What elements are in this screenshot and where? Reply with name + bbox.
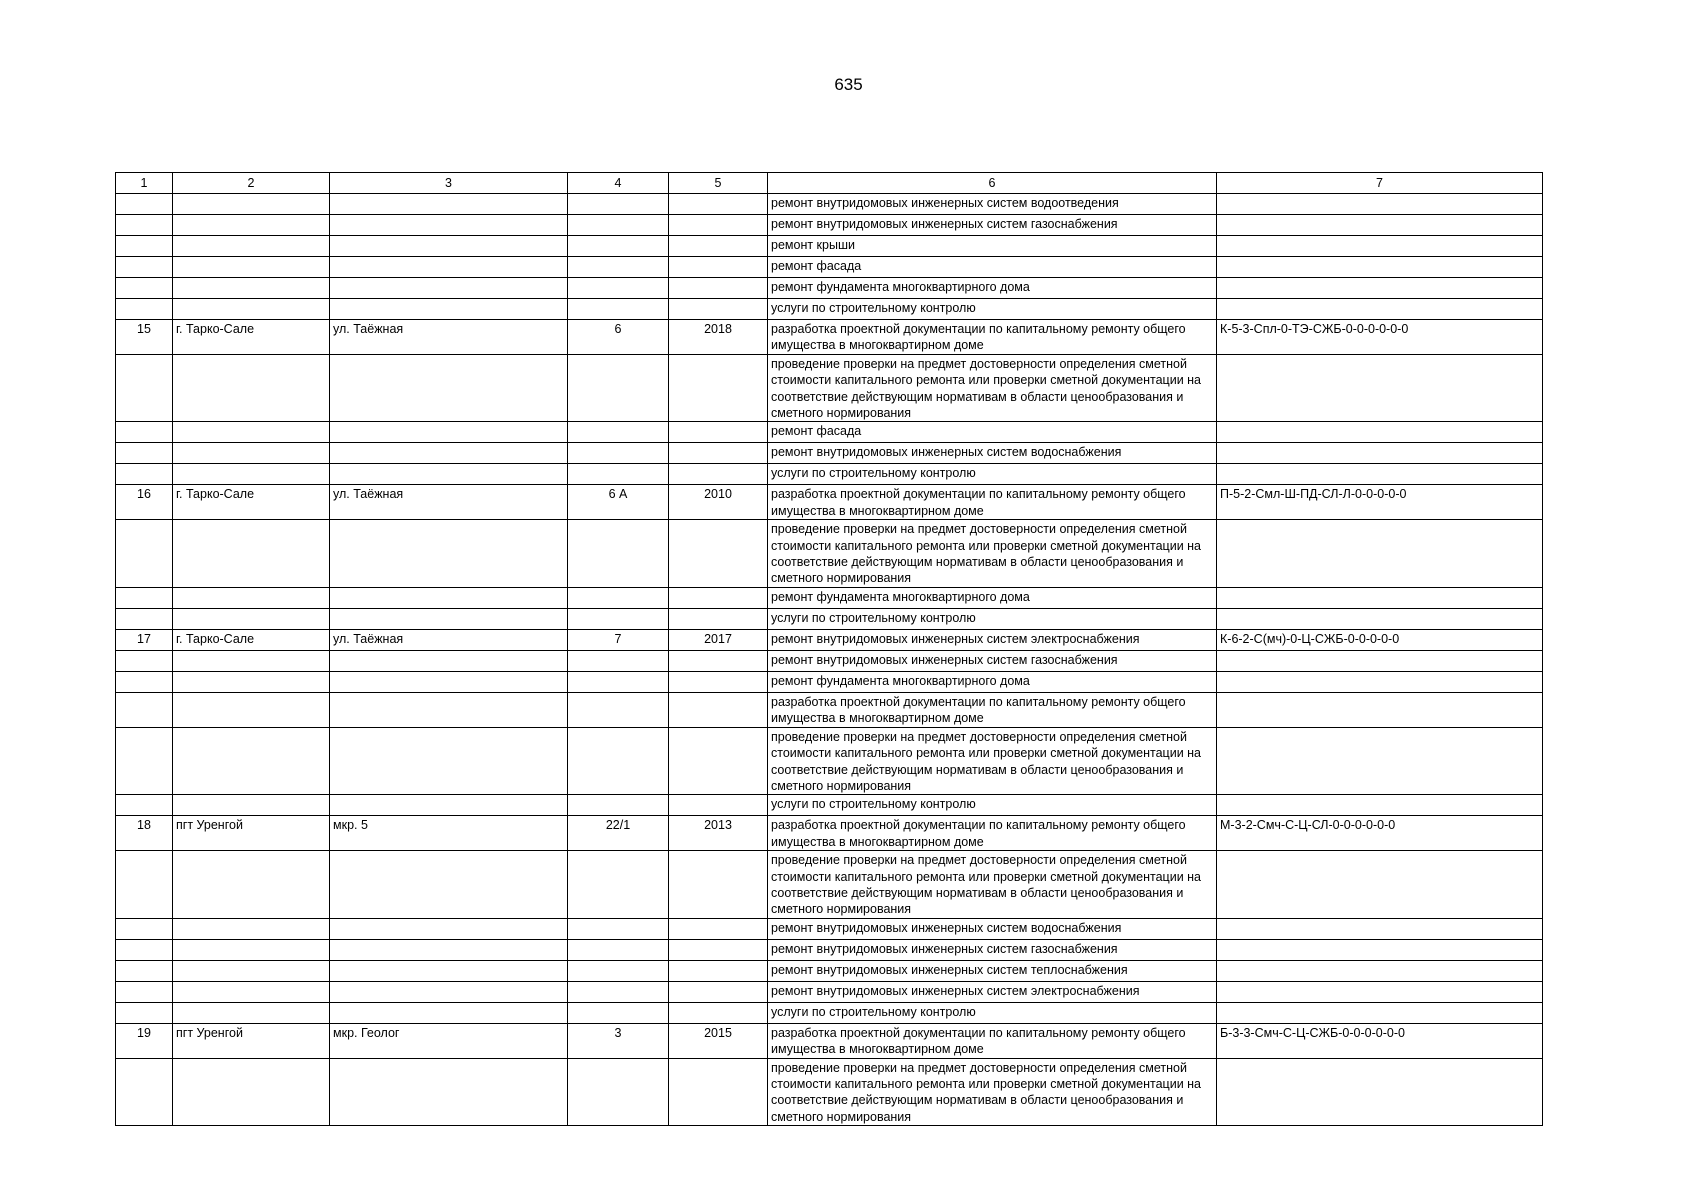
cell-settlement: пгт Уренгой <box>173 816 330 851</box>
cell-street <box>330 918 568 939</box>
table-row <box>116 650 1543 671</box>
cell-year <box>669 236 768 257</box>
cell-year <box>669 650 768 671</box>
cell-year: 2013 <box>669 816 768 851</box>
cell-settlement <box>173 215 330 236</box>
cell-settlement <box>173 692 330 727</box>
cell-settlement <box>173 650 330 671</box>
cell-year <box>669 520 768 588</box>
header-col-1: 1 <box>116 173 173 194</box>
cell-settlement <box>173 1058 330 1126</box>
cell-work-type: проведение проверки на предмет достоверности определения сметной стоимости капитального ремонта или проверки сметной документации на соответствие действующим нормативам в области ценообразования и сметного нормирования <box>768 727 1217 795</box>
cell-house-code <box>1217 299 1543 320</box>
cell-settlement <box>173 443 330 464</box>
cell-house-number <box>568 1002 669 1023</box>
table-row <box>116 692 1543 727</box>
cell-street: ул. Таёжная <box>330 320 568 355</box>
cell-house-number <box>568 918 669 939</box>
cell-row-number: 17 <box>116 629 173 650</box>
cell-row-number <box>116 650 173 671</box>
cell-settlement <box>173 960 330 981</box>
cell-year <box>669 422 768 443</box>
cell-year <box>669 587 768 608</box>
cell-work-type: ремонт фундамента многоквартирного дома <box>768 587 1217 608</box>
cell-house-code <box>1217 795 1543 816</box>
cell-year <box>669 851 768 919</box>
cell-street <box>330 608 568 629</box>
cell-work-type: проведение проверки на предмет достоверности определения сметной стоимости капитального ремонта или проверки сметной документации на соответствие действующим нормативам в области ценообразования и сметного нормирования <box>768 851 1217 919</box>
header-col-4: 4 <box>568 173 669 194</box>
cell-work-type: разработка проектной документации по капитальному ремонту общего имущества в многоквартирном доме <box>768 692 1217 727</box>
cell-row-number: 18 <box>116 816 173 851</box>
cell-work-type: ремонт внутридомовых инженерных систем водоснабжения <box>768 918 1217 939</box>
cell-row-number <box>116 587 173 608</box>
cell-work-type: ремонт внутридомовых инженерных систем электроснабжения <box>768 629 1217 650</box>
cell-row-number <box>116 1058 173 1126</box>
cell-settlement: г. Тарко-Сале <box>173 320 330 355</box>
cell-street <box>330 650 568 671</box>
cell-row-number: 16 <box>116 485 173 520</box>
cell-work-type: ремонт фундамента многоквартирного дома <box>768 671 1217 692</box>
cell-row-number <box>116 671 173 692</box>
cell-street <box>330 851 568 919</box>
cell-house-code <box>1217 1058 1543 1126</box>
cell-house-code <box>1217 354 1543 422</box>
cell-year <box>669 727 768 795</box>
cell-street: мкр. Геолог <box>330 1023 568 1058</box>
cell-house-code <box>1217 851 1543 919</box>
cell-house-code <box>1217 608 1543 629</box>
cell-settlement <box>173 1002 330 1023</box>
cell-row-number <box>116 939 173 960</box>
header-col-2: 2 <box>173 173 330 194</box>
cell-house-number <box>568 608 669 629</box>
table-row <box>116 851 1543 919</box>
cell-street <box>330 464 568 485</box>
cell-settlement: пгт Уренгой <box>173 1023 330 1058</box>
cell-row-number <box>116 257 173 278</box>
cell-house-code <box>1217 464 1543 485</box>
cell-row-number: 19 <box>116 1023 173 1058</box>
cell-year <box>669 354 768 422</box>
cell-street <box>330 1058 568 1126</box>
cell-house-number <box>568 1058 669 1126</box>
cell-house-code <box>1217 278 1543 299</box>
cell-row-number <box>116 194 173 215</box>
cell-house-number <box>568 939 669 960</box>
cell-street <box>330 257 568 278</box>
header-col-6: 6 <box>768 173 1217 194</box>
cell-settlement: г. Тарко-Сале <box>173 485 330 520</box>
table-row <box>116 960 1543 981</box>
cell-house-number: 22/1 <box>568 816 669 851</box>
cell-year: 2015 <box>669 1023 768 1058</box>
cell-house-number <box>568 354 669 422</box>
cell-work-type: услуги по строительному контролю <box>768 608 1217 629</box>
cell-settlement: г. Тарко-Сале <box>173 629 330 650</box>
cell-row-number <box>116 851 173 919</box>
cell-year: 2010 <box>669 485 768 520</box>
cell-house-code <box>1217 692 1543 727</box>
cell-row-number <box>116 236 173 257</box>
cell-work-type: ремонт внутридомовых инженерных систем водоотведения <box>768 194 1217 215</box>
cell-street <box>330 215 568 236</box>
cell-year <box>669 299 768 320</box>
cell-house-code <box>1217 587 1543 608</box>
cell-row-number <box>116 422 173 443</box>
cell-work-type: ремонт внутридомовых инженерных систем газоснабжения <box>768 939 1217 960</box>
cell-year <box>669 464 768 485</box>
cell-street <box>330 443 568 464</box>
cell-street: мкр. 5 <box>330 816 568 851</box>
table-body <box>116 194 1543 1126</box>
cell-house-code <box>1217 443 1543 464</box>
cell-settlement <box>173 608 330 629</box>
cell-street <box>330 692 568 727</box>
cell-house-code <box>1217 650 1543 671</box>
cell-work-type: ремонт внутридомовых инженерных систем теплоснабжения <box>768 960 1217 981</box>
cell-house-number <box>568 236 669 257</box>
cell-house-code <box>1217 1002 1543 1023</box>
cell-settlement <box>173 422 330 443</box>
cell-year <box>669 692 768 727</box>
cell-settlement <box>173 939 330 960</box>
cell-work-type: ремонт внутридомовых инженерных систем водоснабжения <box>768 443 1217 464</box>
cell-work-type: ремонт фундамента многоквартирного дома <box>768 278 1217 299</box>
cell-row-number <box>116 918 173 939</box>
cell-row-number <box>116 795 173 816</box>
cell-house-code <box>1217 257 1543 278</box>
cell-street <box>330 981 568 1002</box>
cell-house-code <box>1217 520 1543 588</box>
cell-street <box>330 422 568 443</box>
cell-work-type: услуги по строительному контролю <box>768 1002 1217 1023</box>
cell-house-number <box>568 422 669 443</box>
cell-settlement <box>173 795 330 816</box>
cell-work-type: ремонт фасада <box>768 257 1217 278</box>
cell-work-type: проведение проверки на предмет достоверности определения сметной стоимости капитального ремонта или проверки сметной документации на соответствие действующим нормативам в области ценообразования и сметного нормирования <box>768 1058 1217 1126</box>
cell-settlement <box>173 587 330 608</box>
cell-settlement <box>173 727 330 795</box>
table-row <box>116 587 1543 608</box>
cell-year <box>669 278 768 299</box>
cell-street <box>330 354 568 422</box>
cell-year <box>669 257 768 278</box>
cell-work-type: ремонт внутридомовых инженерных систем электроснабжения <box>768 981 1217 1002</box>
cell-house-code <box>1217 215 1543 236</box>
table-row <box>116 215 1543 236</box>
cell-house-code: К-6-2-С(мч)-0-Ц-СЖБ-0-0-0-0-0 <box>1217 629 1543 650</box>
cell-year <box>669 1002 768 1023</box>
cell-work-type: разработка проектной документации по капитальному ремонту общего имущества в многоквартирном доме <box>768 320 1217 355</box>
cell-house-code: М-3-2-Смч-С-Ц-СЛ-0-0-0-0-0-0 <box>1217 816 1543 851</box>
cell-street: ул. Таёжная <box>330 485 568 520</box>
capital-repair-table <box>115 172 1543 1126</box>
cell-work-type: ремонт крыши <box>768 236 1217 257</box>
table-row <box>116 629 1543 650</box>
table-row <box>116 422 1543 443</box>
cell-settlement <box>173 354 330 422</box>
cell-house-number <box>568 194 669 215</box>
cell-settlement <box>173 981 330 1002</box>
table-row <box>116 257 1543 278</box>
header-row <box>116 173 1543 194</box>
cell-house-code <box>1217 671 1543 692</box>
cell-year <box>669 981 768 1002</box>
cell-street <box>330 194 568 215</box>
cell-settlement <box>173 278 330 299</box>
header-col-3: 3 <box>330 173 568 194</box>
cell-settlement <box>173 918 330 939</box>
cell-row-number <box>116 520 173 588</box>
cell-house-code <box>1217 727 1543 795</box>
table-row <box>116 816 1543 851</box>
cell-house-code <box>1217 939 1543 960</box>
cell-work-type: разработка проектной документации по капитальному ремонту общего имущества в многоквартирном доме <box>768 485 1217 520</box>
cell-street <box>330 960 568 981</box>
table-row <box>116 727 1543 795</box>
cell-row-number <box>116 692 173 727</box>
table-row <box>116 1058 1543 1126</box>
cell-settlement <box>173 671 330 692</box>
table-row <box>116 236 1543 257</box>
cell-row-number <box>116 960 173 981</box>
cell-settlement <box>173 236 330 257</box>
cell-house-code <box>1217 981 1543 1002</box>
cell-year <box>669 960 768 981</box>
cell-year <box>669 443 768 464</box>
cell-settlement <box>173 299 330 320</box>
cell-street <box>330 587 568 608</box>
cell-house-number <box>568 650 669 671</box>
cell-street <box>330 299 568 320</box>
cell-year <box>669 194 768 215</box>
cell-house-number <box>568 464 669 485</box>
cell-house-number: 6 А <box>568 485 669 520</box>
cell-street <box>330 939 568 960</box>
table-row <box>116 671 1543 692</box>
cell-street <box>330 671 568 692</box>
cell-house-number <box>568 851 669 919</box>
cell-work-type: разработка проектной документации по капитальному ремонту общего имущества в многоквартирном доме <box>768 1023 1217 1058</box>
cell-street <box>330 278 568 299</box>
table-row <box>116 320 1543 355</box>
cell-house-number <box>568 692 669 727</box>
cell-house-number <box>568 587 669 608</box>
cell-work-type: ремонт внутридомовых инженерных систем газоснабжения <box>768 650 1217 671</box>
cell-work-type: услуги по строительному контролю <box>768 795 1217 816</box>
cell-settlement <box>173 257 330 278</box>
cell-house-number <box>568 299 669 320</box>
cell-house-number <box>568 215 669 236</box>
cell-house-number <box>568 257 669 278</box>
cell-year <box>669 918 768 939</box>
table-row <box>116 194 1543 215</box>
header-col-5: 5 <box>669 173 768 194</box>
cell-year: 2018 <box>669 320 768 355</box>
table-row <box>116 278 1543 299</box>
cell-house-code <box>1217 918 1543 939</box>
cell-house-number <box>568 278 669 299</box>
table-row <box>116 354 1543 422</box>
table-row <box>116 443 1543 464</box>
cell-house-code: К-5-3-Спл-0-ТЭ-СЖБ-0-0-0-0-0-0 <box>1217 320 1543 355</box>
cell-house-number <box>568 671 669 692</box>
table-row <box>116 608 1543 629</box>
cell-work-type: проведение проверки на предмет достоверности определения сметной стоимости капитального ремонта или проверки сметной документации на соответствие действующим нормативам в области ценообразования и сметного нормирования <box>768 520 1217 588</box>
cell-street <box>330 795 568 816</box>
table-row <box>116 795 1543 816</box>
cell-street <box>330 1002 568 1023</box>
cell-settlement <box>173 520 330 588</box>
cell-house-code <box>1217 422 1543 443</box>
cell-row-number <box>116 727 173 795</box>
cell-house-number <box>568 795 669 816</box>
page-number: 635 <box>834 75 863 94</box>
cell-row-number <box>116 1002 173 1023</box>
cell-year <box>669 939 768 960</box>
cell-house-code: Б-3-3-Смч-С-Ц-СЖБ-0-0-0-0-0-0 <box>1217 1023 1543 1058</box>
cell-settlement <box>173 194 330 215</box>
table-row <box>116 918 1543 939</box>
cell-house-number <box>568 727 669 795</box>
cell-row-number <box>116 278 173 299</box>
cell-work-type: услуги по строительному контролю <box>768 464 1217 485</box>
cell-house-code <box>1217 194 1543 215</box>
cell-work-type: разработка проектной документации по капитальному ремонту общего имущества в многоквартирном доме <box>768 816 1217 851</box>
cell-row-number <box>116 464 173 485</box>
cell-year <box>669 608 768 629</box>
cell-house-number: 6 <box>568 320 669 355</box>
cell-house-number <box>568 443 669 464</box>
cell-year <box>669 1058 768 1126</box>
cell-row-number <box>116 299 173 320</box>
table-row <box>116 485 1543 520</box>
cell-house-number: 7 <box>568 629 669 650</box>
cell-street <box>330 520 568 588</box>
cell-row-number <box>116 981 173 1002</box>
cell-house-code <box>1217 236 1543 257</box>
cell-house-number: 3 <box>568 1023 669 1058</box>
cell-year: 2017 <box>669 629 768 650</box>
table-row <box>116 1002 1543 1023</box>
cell-row-number: 15 <box>116 320 173 355</box>
cell-row-number <box>116 608 173 629</box>
table-row <box>116 1023 1543 1058</box>
cell-work-type: услуги по строительному контролю <box>768 299 1217 320</box>
cell-house-number <box>568 520 669 588</box>
table-row <box>116 939 1543 960</box>
cell-settlement <box>173 464 330 485</box>
cell-row-number <box>116 443 173 464</box>
cell-row-number <box>116 215 173 236</box>
cell-work-type: проведение проверки на предмет достоверности определения сметной стоимости капитального ремонта или проверки сметной документации на соответствие действующим нормативам в области ценообразования и сметного нормирования <box>768 354 1217 422</box>
table-row <box>116 464 1543 485</box>
cell-year <box>669 215 768 236</box>
cell-street <box>330 236 568 257</box>
table-row <box>116 299 1543 320</box>
cell-house-code: П-5-2-Смл-Ш-ПД-СЛ-Л-0-0-0-0-0 <box>1217 485 1543 520</box>
header-col-7: 7 <box>1217 173 1543 194</box>
cell-work-type: ремонт внутридомовых инженерных систем газоснабжения <box>768 215 1217 236</box>
cell-row-number <box>116 354 173 422</box>
cell-year <box>669 671 768 692</box>
cell-year <box>669 795 768 816</box>
cell-street: ул. Таёжная <box>330 629 568 650</box>
cell-house-number <box>568 981 669 1002</box>
cell-house-code <box>1217 960 1543 981</box>
cell-house-number <box>568 960 669 981</box>
table-row <box>116 981 1543 1002</box>
cell-street <box>330 727 568 795</box>
cell-settlement <box>173 851 330 919</box>
table-row <box>116 520 1543 588</box>
cell-work-type: ремонт фасада <box>768 422 1217 443</box>
